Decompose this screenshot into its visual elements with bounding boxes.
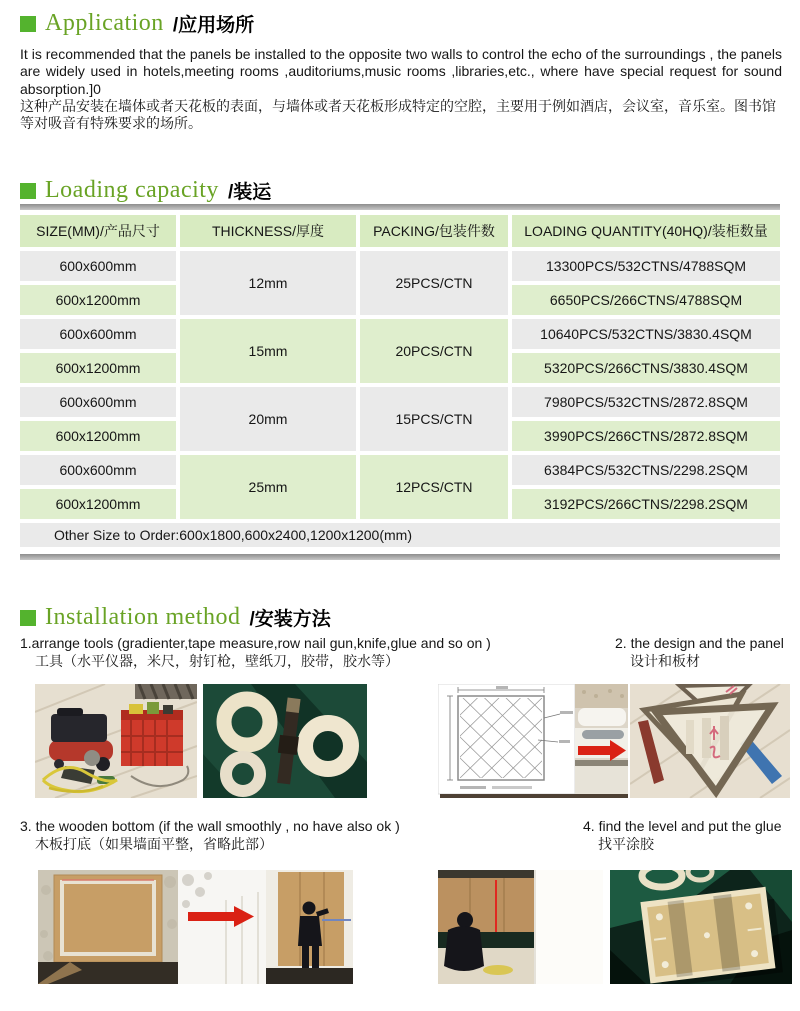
divider-bar-top bbox=[20, 204, 780, 210]
step-2-label bbox=[615, 635, 795, 670]
red-crate bbox=[121, 702, 183, 766]
photo-laser-leveling bbox=[438, 870, 603, 984]
installation-title-en: Installation method bbox=[45, 604, 241, 630]
cell-packing: 25PCS/CTN bbox=[360, 251, 508, 315]
cell-packing: 15PCS/CTN bbox=[360, 387, 508, 451]
cell-size: 600x1200mm bbox=[20, 421, 176, 451]
step-2-zh: 设计和板材 bbox=[630, 652, 700, 669]
cell-size: 600x1200mm bbox=[20, 285, 176, 315]
step-1-label bbox=[20, 635, 580, 670]
table-header-packing: PACKING/包装件数 bbox=[360, 215, 508, 247]
photo-triangle-panel-frames bbox=[630, 684, 790, 798]
table-header-size: SIZE(MM)/产品尺寸 bbox=[20, 215, 176, 247]
step-1-en: 1.arrange tools (gradienter,tape measure,row nail gun,knife,glue and so on ) bbox=[20, 635, 491, 651]
table-header-thickness: THICKNESS/厚度 bbox=[180, 215, 356, 247]
photo-tools-on-floor bbox=[35, 684, 197, 798]
step-4-en: 4. find the level and put the glue bbox=[583, 818, 782, 834]
cell-size: 600x600mm bbox=[20, 319, 176, 349]
green-square-bullet-icon bbox=[20, 610, 36, 626]
cell-size: 600x1200mm bbox=[20, 489, 176, 519]
cell-loading: 3990PCS/266CTNS/2872.8SQM bbox=[512, 421, 780, 451]
photo-masking-tape-rolls bbox=[203, 684, 367, 798]
cell-loading: 5320PCS/266CTNS/3830.4SQM bbox=[512, 353, 780, 383]
green-square-bullet-icon bbox=[20, 183, 36, 199]
green-square-bullet-icon bbox=[20, 16, 36, 32]
divider-bar-bottom bbox=[20, 554, 780, 560]
loading-capacity-table bbox=[20, 215, 780, 547]
cell-thickness: 20mm bbox=[180, 387, 356, 451]
installation-title-zh: /安装方法 bbox=[249, 609, 331, 630]
step-3-zh: 木板打底（如果墙面平整，省略此部） bbox=[35, 835, 273, 852]
application-paragraph-zh: 这种产品安装在墙体或者天花板的表面，与墙体或者天花板形成特定的空腔，主要用于例如酒店，会议室，音乐室。图书馆等对吸音有特殊要求的场所。 bbox=[20, 98, 776, 132]
tools-on-floor-smudge bbox=[483, 965, 513, 975]
cell-thickness: 12mm bbox=[180, 251, 356, 315]
step-3-label bbox=[20, 818, 580, 853]
photo-bottom-strip bbox=[440, 794, 628, 798]
application-section-title bbox=[20, 10, 254, 37]
cell-size: 600x600mm bbox=[20, 455, 176, 485]
step-4-zh: 找平涂胶 bbox=[598, 835, 654, 852]
photo-glue-applied-panel bbox=[610, 870, 792, 984]
table-header-loading: LOADING QUANTITY(40HQ)/装柜数量 bbox=[512, 215, 780, 247]
cell-packing: 12PCS/CTN bbox=[360, 455, 508, 519]
loading-section-title bbox=[20, 177, 271, 204]
cell-size: 600x600mm bbox=[20, 387, 176, 417]
cell-loading: 3192PCS/266CTNS/2298.2SQM bbox=[512, 489, 780, 519]
cell-packing: 20PCS/CTN bbox=[360, 319, 508, 383]
cell-thickness: 25mm bbox=[180, 455, 356, 519]
cell-loading: 13300PCS/532CTNS/4788SQM bbox=[512, 251, 780, 281]
installation-section-title bbox=[20, 604, 331, 631]
loading-title-en: Loading capacity bbox=[45, 177, 219, 203]
photo-panel-design-drawing-and-bed bbox=[438, 684, 628, 798]
application-title-zh: /应用场所 bbox=[172, 15, 255, 36]
cell-loading: 6650PCS/266CTNS/4788SQM bbox=[512, 285, 780, 315]
step-3-en: 3. the wooden bottom (if the wall smoothly , no have also ok ) bbox=[20, 818, 400, 834]
step-4-label bbox=[583, 818, 795, 853]
bed-scene bbox=[575, 684, 628, 794]
cell-thickness: 15mm bbox=[180, 319, 356, 383]
loading-title-zh: /装运 bbox=[227, 182, 272, 203]
step-2-en: 2. the design and the panel bbox=[615, 635, 784, 651]
cell-loading: 6384PCS/532CTNS/2298.2SQM bbox=[512, 455, 780, 485]
cell-loading: 7980PCS/532CTNS/2872.8SQM bbox=[512, 387, 780, 417]
plywood-board bbox=[54, 875, 162, 962]
application-title-en: Application bbox=[45, 10, 164, 36]
vent-strip bbox=[135, 684, 197, 699]
panel-with-glue bbox=[644, 889, 783, 984]
cell-size: 600x1200mm bbox=[20, 353, 176, 383]
diamond-grid-drawing bbox=[460, 698, 542, 778]
cell-size: 600x600mm bbox=[20, 251, 176, 281]
photo-wooden-bottom-before-after bbox=[38, 870, 353, 984]
cell-loading: 10640PCS/532CTNS/3830.4SQM bbox=[512, 319, 780, 349]
step-1-zh: 工具（水平仪器，米尺，射钉枪，壁纸刀，胶带，胶水等） bbox=[35, 652, 399, 669]
table-footer-other-sizes: Other Size to Order:600x1800,600x2400,1200x1200(mm) bbox=[20, 523, 780, 547]
application-paragraph-en: It is recommended that the panels be installed to the opposite two walls to control the echo of the surroundings , the panels are widely used in hotels,meeting rooms ,auditoriums,music rooms ,libraries,etc., where have special request for sound absorption.]0 bbox=[20, 46, 782, 97]
